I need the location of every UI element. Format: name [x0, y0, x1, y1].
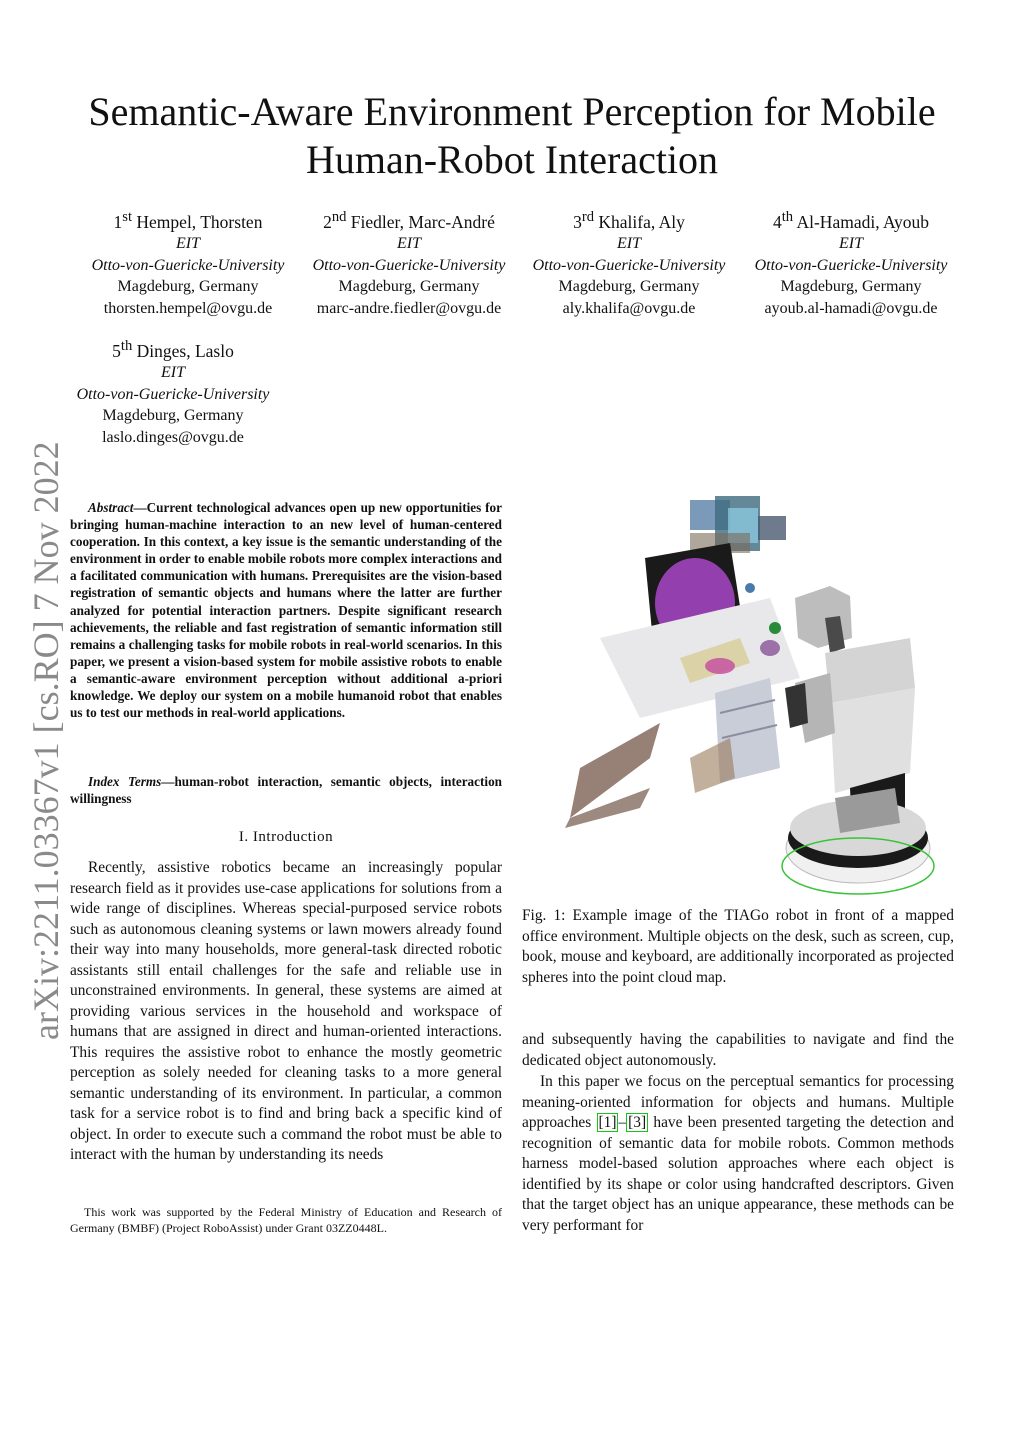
author-name: 4th Al-Hamadi, Ayoub — [772, 209, 930, 232]
author-department: EIT — [397, 235, 421, 253]
paragraph-continued: and subsequently having the capabilities to navigate and find the dedicated object autonomously. — [522, 1031, 954, 1069]
author-email: ayoub.al-hamadi@ovgu.de — [764, 299, 938, 317]
paragraph-text-b: have been presented targeting the detection and recognition of semantic data for mobile robots. Common methods harness model-based solution approaches where each object is identified by its shape or color using handcrafted descriptors. Given that the target object has an unique appearance, these methods can be very performant for — [522, 1114, 954, 1234]
funding-footnote: This work was supported by the Federal Ministry of Education and Research of Germany (BMBF) (Project RoboAssist) under Grant 03ZZ0448L. — [70, 1205, 502, 1235]
author-email: aly.khalifa@ovgu.de — [562, 299, 696, 317]
robot-pointcloud-image — [540, 488, 960, 900]
author-block-4 — [741, 207, 961, 319]
paragraph-perceptual-semantics — [522, 1072, 954, 1236]
author-department: EIT — [617, 235, 641, 253]
citation-link-1[interactable]: [1] — [598, 1114, 617, 1131]
author-university: Otto-von-Guericke-University — [312, 256, 506, 274]
citation-dash: – — [618, 1114, 627, 1131]
author-city: Magdeburg, Germany — [338, 278, 480, 296]
citation-link-3[interactable]: [3] — [628, 1114, 647, 1131]
author-name: 2nd Fiedler, Marc-André — [323, 209, 495, 232]
paper-title — [40, 88, 984, 184]
intro-paragraph: Recently, assistive robotics became an increasingly popular research field as it provides use-case applications for solutions from a wide range of disciplines. Whereas special-purposed service robots such as autonomous cleaning systems or lawn mowers already found their way into many households, more general-task directed robotic assistants still entail challenges for the safe and reliable use in unconstrained environments. In general, these systems are aimed at providing various services in the household and workspace of humans that are assigned in direct and human-oriented interactions. This requires the assistive robot to enhance the mostly geometric perception as solely needed for cleaning tasks to a more general semantic understanding of its environment. In particular, a common task for a service robot is to find and bring back a specific kind of object. In order to execute such a command the robot must be able to interact with the human by understanding its needs — [70, 859, 502, 1163]
author-city: Magdeburg, Germany — [780, 278, 922, 296]
author-email: marc-andre.fiedler@ovgu.de — [316, 299, 502, 317]
author-university: Otto-von-Guericke-University — [754, 256, 948, 274]
abstract-label: Abstract — [88, 500, 134, 515]
title-line-2: Human-Robot Interaction — [305, 137, 719, 182]
author-city: Magdeburg, Germany — [102, 407, 244, 425]
author-name: 3rd Khalifa, Aly — [573, 209, 685, 232]
author-email: laslo.dinges@ovgu.de — [102, 428, 244, 446]
author-block-1 — [78, 207, 298, 319]
author-university: Otto-von-Guericke-University — [532, 256, 726, 274]
index-terms-label: Index Terms — [88, 774, 162, 789]
author-name: 5th Dinges, Laslo — [112, 338, 234, 361]
author-block-5 — [63, 336, 283, 448]
author-name: 1st Hempel, Thorsten — [113, 209, 263, 232]
author-city: Magdeburg, Germany — [117, 278, 259, 296]
author-email: thorsten.hempel@ovgu.de — [103, 299, 273, 317]
author-university: Otto-von-Guericke-University — [76, 385, 270, 403]
title-line-1: Semantic-Aware Environment Perception for Mobile — [88, 89, 936, 134]
author-university: Otto-von-Guericke-University — [91, 256, 285, 274]
author-department: EIT — [161, 364, 185, 382]
section-heading: I. Introduction — [238, 829, 334, 845]
abstract — [70, 499, 502, 721]
author-city: Magdeburg, Germany — [558, 278, 700, 296]
paragraph-text-a: In this paper we focus on the perceptual semantics for processing meaning-oriented information for objects and humans. Multiple approaches — [522, 1073, 954, 1131]
figure-1 — [540, 488, 960, 900]
author-department: EIT — [176, 235, 200, 253]
arxiv-identifier: arXiv:2211.03367v1 [cs.RO] 7 Nov 2022 — [26, 441, 66, 1040]
figure-caption: Fig. 1: Example image of the TIAGo robot in front of a mapped office environment. Multiple objects on the desk, such as screen, cup, book, mouse and keyboard, are additionally incorporated as projected spheres into the point cloud map. — [522, 907, 954, 986]
index-terms — [70, 773, 502, 807]
index-terms-text: —human-robot interaction, semantic objects, interaction willingness — [70, 774, 502, 807]
author-department: EIT — [839, 235, 863, 253]
author-block-3 — [519, 207, 739, 319]
abstract-text: —Current technological advances open up new opportunities for bringing human-machine interaction to an new level of human-centered cooperation. In this context, a key issue is the semantic understanding of the environment in order to enable mobile robots more complex interactions and a facilitated communication with humans. Prerequisites are the vision-based registration of semantic objects and humans where the latter are further analyzed for potential interaction partners. Despite significant research achievements, the reliable and fast registration of semantic information still remains a challenging tasks for mobile robots in real-world scenarios. In this paper, we present a vision-based system for mobile assistive robots to enable a semantic-aware environment perception without additional a-priori knowledge. We deploy our system on a mobile humanoid robot that enables us to test our methods in real-world applications. — [70, 500, 502, 721]
author-block-2 — [299, 207, 519, 319]
